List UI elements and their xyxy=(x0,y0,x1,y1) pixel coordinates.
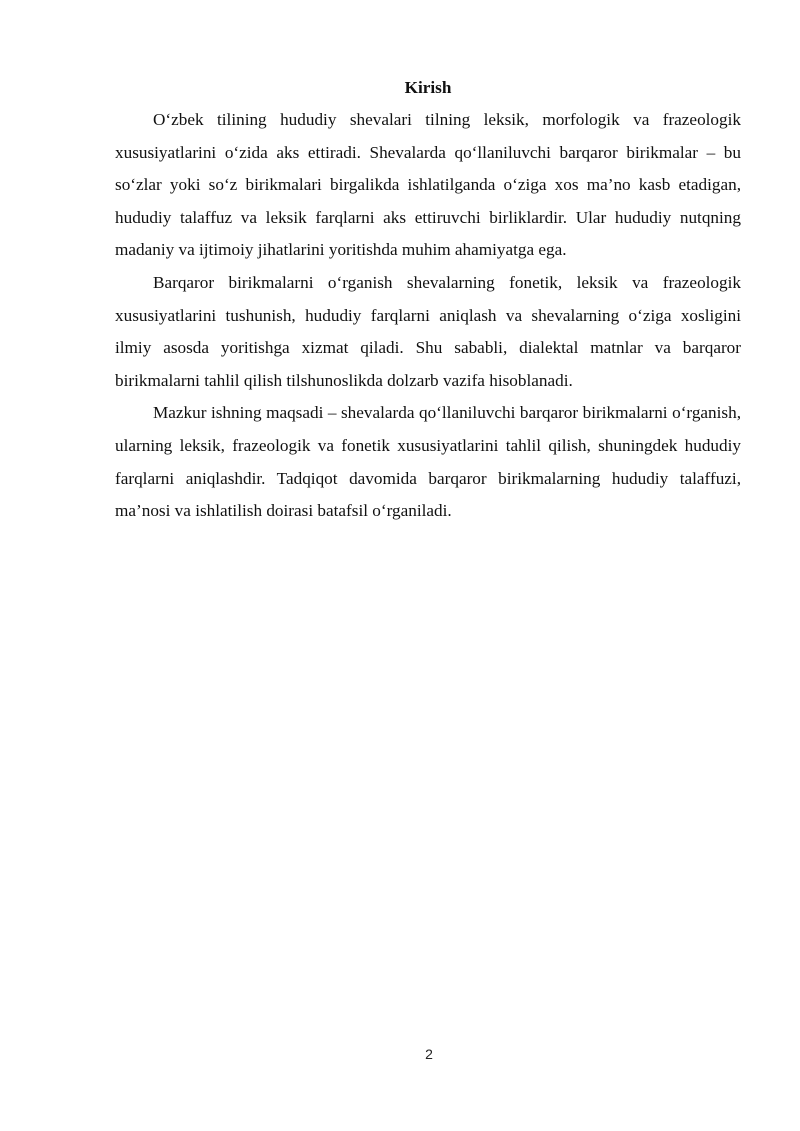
paragraph-3: Mazkur ishning maqsadi – shevalarda qo‘llaniluvchi barqaror birikmalarni o‘rganish, ularning leksik, frazeologik va fonetik xususiyatlarini tahlil qilish, shuningdek hududiy farqlarni aniqlashdir. Tadqiqot davomida barqaror birikmalarning hududiy talaffuzi, ma’nosi va ishlatilish doirasi batafsil o‘rganiladi. xyxy=(115,403,741,521)
page-number: 2 xyxy=(425,1046,433,1062)
page-content xyxy=(115,76,741,528)
paragraph-2: Barqaror birikmalarni o‘rganish shevalarning fonetik, leksik va frazeologik xususiyatlarini tushunish, hududiy farqlarni aniqlash va shevalarning o‘ziga xosligini ilmiy asosda yoritishga xizmat qiladi. Shu sababli, dialektal matnlar va barqaror birikmalarni tahlil qilish tilshunoslikda dolzarb vazifa hisoblanadi. xyxy=(115,272,741,390)
section-title: Kirish xyxy=(404,78,452,97)
paragraph-1: O‘zbek tilining hududiy shevalari tilning leksik, morfologik va frazeologik xususiyatlarini o‘zida aks ettiradi. Shevalarda qo‘llaniluvchi barqaror birikmalar – bu so‘zlar yoki so‘z birikmalari birgalikda ishlatilganda o‘ziga xos ma’no kasb etadigan, hududiy talaffuz va leksik farqlarni aks ettiruvchi birliklardir. Ular hududiy nutqning madaniy va ijtimoiy jihatlarini yoritishda muhim ahamiyatga ega. xyxy=(115,110,741,260)
